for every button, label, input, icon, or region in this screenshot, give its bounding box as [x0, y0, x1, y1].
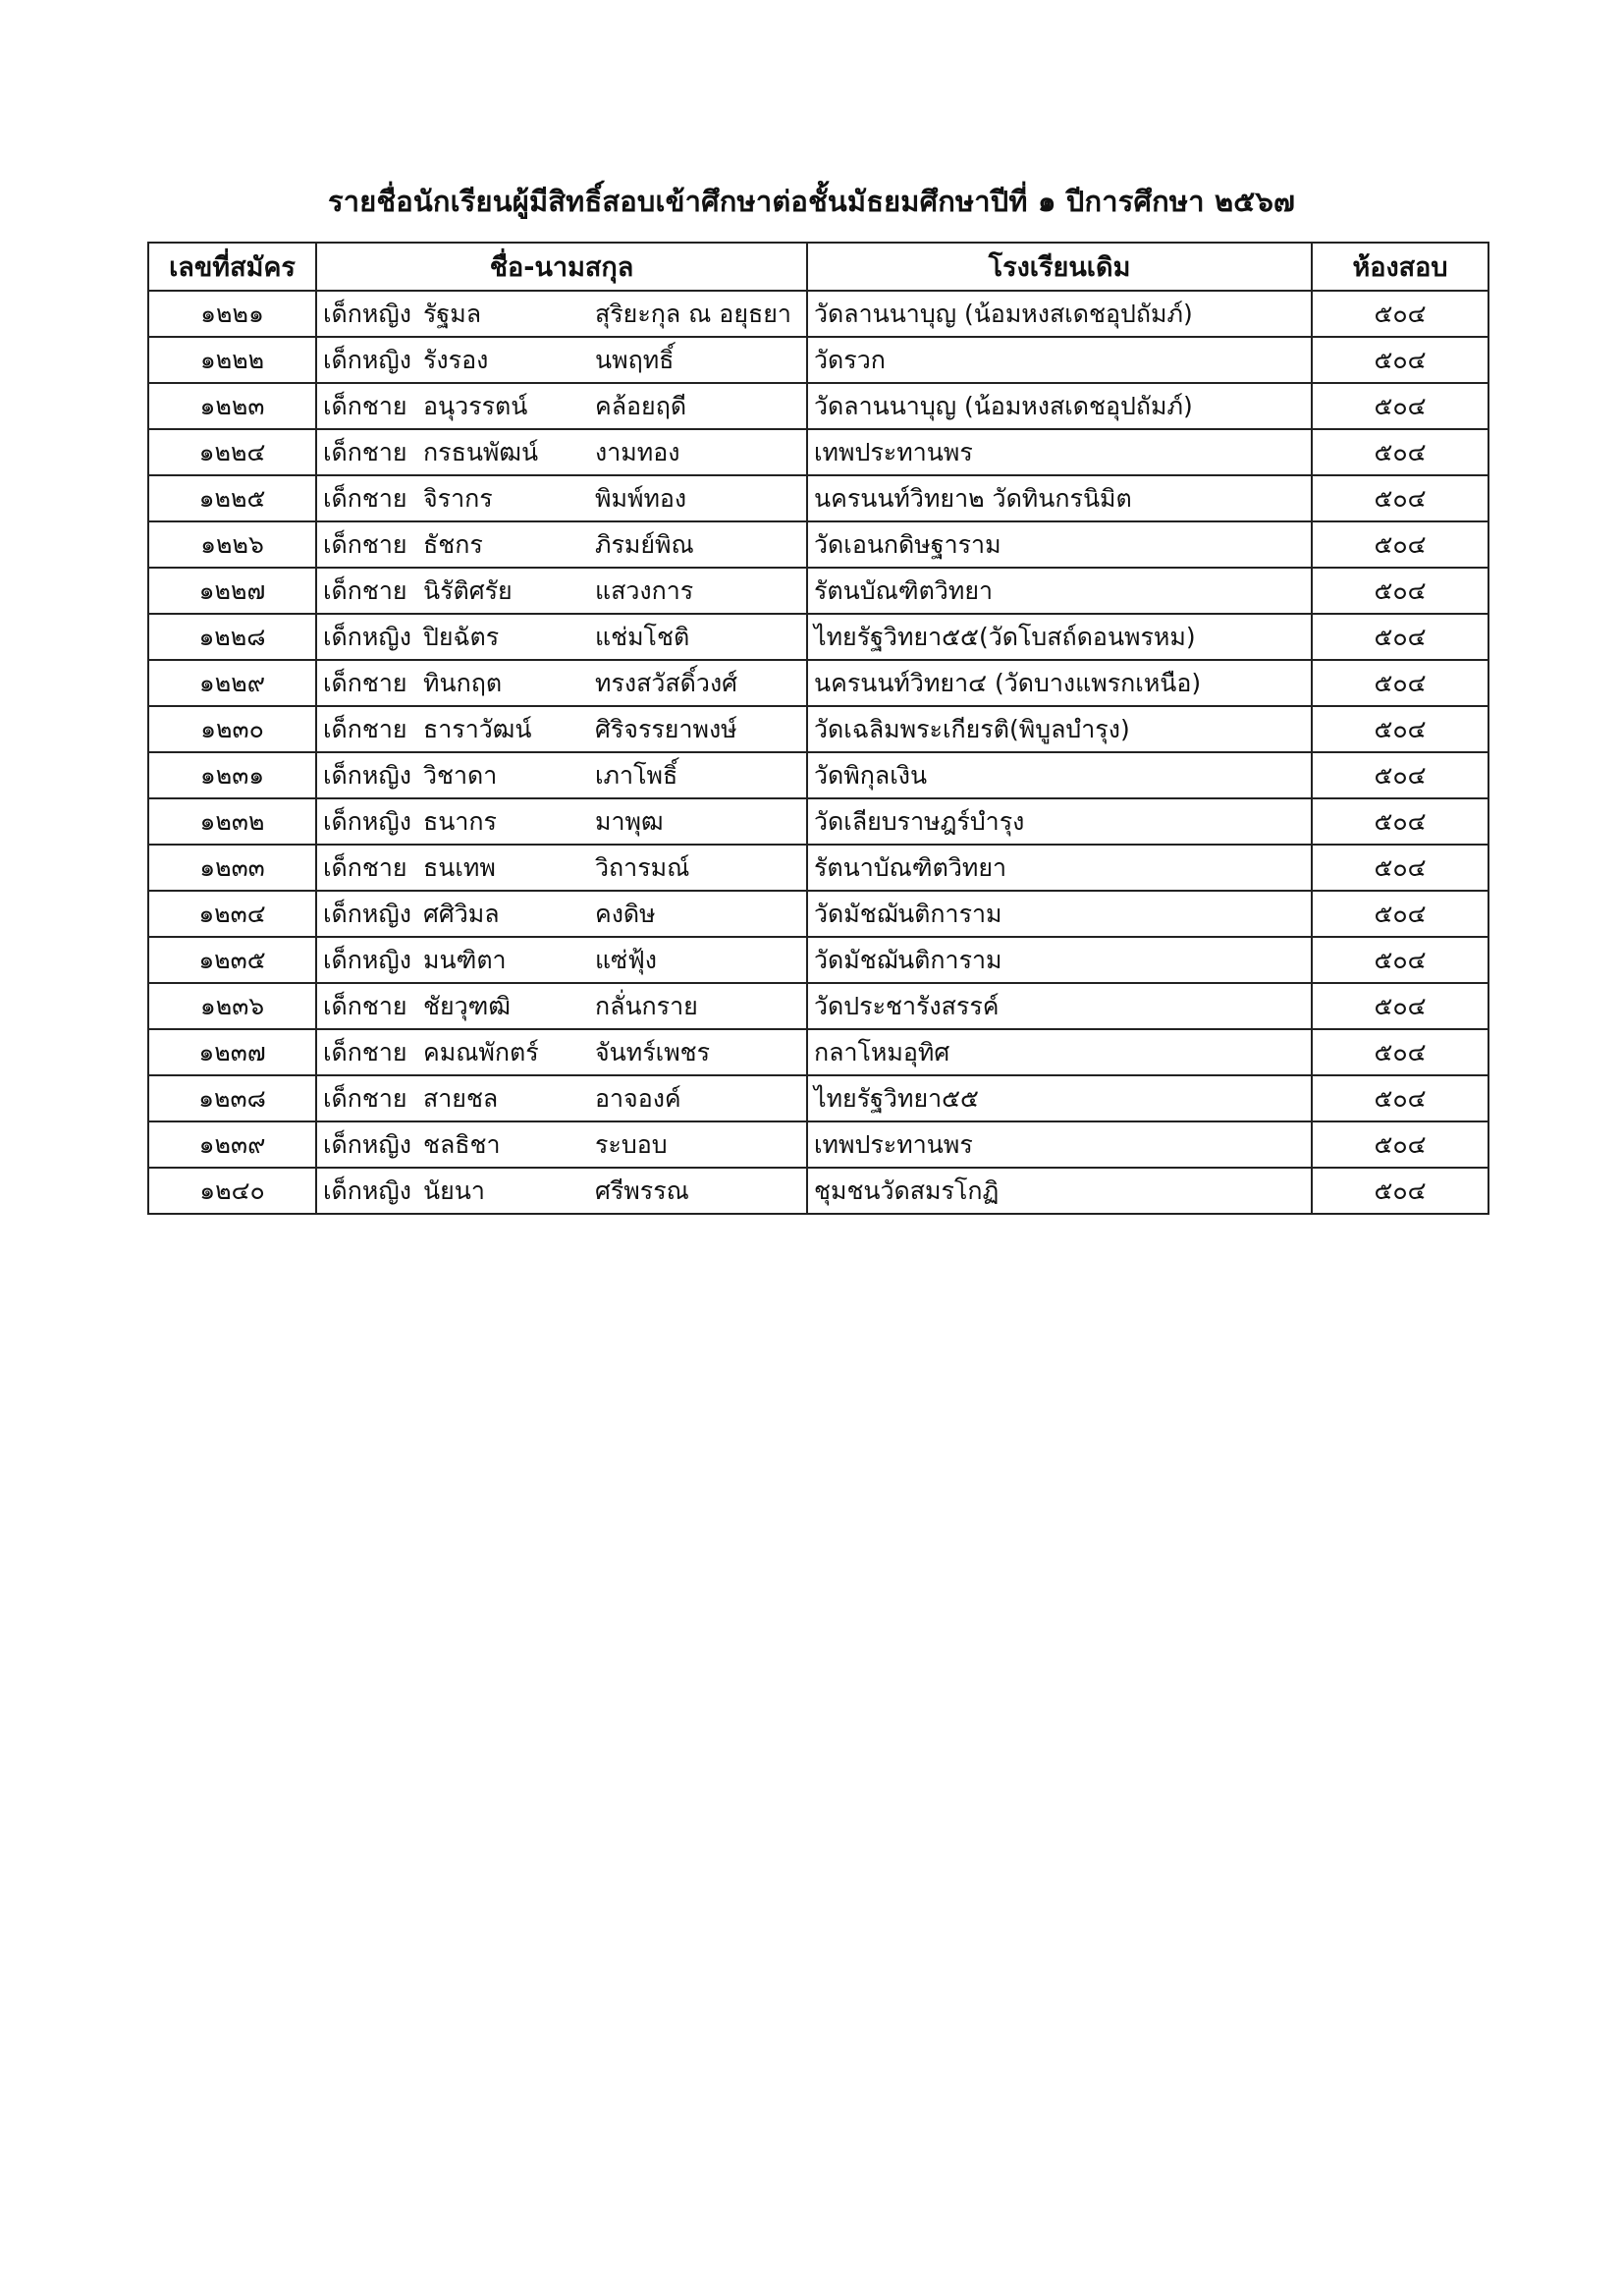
exam-room: ๕๐๔ — [1312, 291, 1488, 337]
first-name: ปิยฉัตร — [423, 622, 500, 651]
student-name — [316, 1029, 807, 1075]
previous-school: วัดลานนาบุญ (น้อมหงสเดชอุปถัมภ์) — [807, 383, 1312, 429]
first-name: นัยนา — [423, 1175, 485, 1205]
name-prefix: เด็กหญิง — [323, 299, 411, 328]
previous-school: เทพประทานพร — [807, 1121, 1312, 1168]
table-row — [148, 291, 1488, 337]
table-row — [148, 429, 1488, 475]
name-prefix: เด็กชาย — [323, 1037, 407, 1066]
name-prefix: เด็กชาย — [323, 391, 407, 420]
name-prefix: เด็กหญิง — [323, 622, 411, 651]
last-name: กลั่นกราย — [595, 991, 698, 1020]
student-name — [316, 429, 807, 475]
application-number: ๑๒๓๗ — [148, 1029, 316, 1075]
previous-school: ไทยรัฐวิทยา๕๕ — [807, 1075, 1312, 1121]
student-roster-table — [147, 242, 1489, 1215]
table-row — [148, 660, 1488, 706]
first-name: อนุวรรตน์ — [423, 391, 528, 420]
last-name: ศรีพรรณ — [595, 1175, 689, 1205]
last-name: อาจองค์ — [595, 1083, 681, 1113]
first-name: ศศิวิมล — [423, 899, 500, 928]
previous-school: วัดเฉลิมพระเกียรติ(พิบูลบำรุง) — [807, 706, 1312, 752]
application-number: ๑๒๓๑ — [148, 752, 316, 798]
last-name: งามทอง — [595, 437, 680, 466]
table-row — [148, 752, 1488, 798]
table-row — [148, 1168, 1488, 1214]
page-title: รายชื่อนักเรียนผู้มีสิทธิ์สอบเข้าศึกษาต่อชั้นมัธยมศึกษาปีที่ ๑ ปีการศึกษา ๒๕๖๗ — [327, 185, 1296, 218]
first-name: จิรากร — [423, 483, 493, 513]
table-row — [148, 1121, 1488, 1168]
last-name: คล้อยฤดี — [595, 391, 687, 420]
last-name: พิมพ์ทอง — [595, 483, 687, 513]
name-prefix: เด็กชาย — [323, 991, 407, 1020]
exam-room: ๕๐๔ — [1312, 1075, 1488, 1121]
previous-school: วัดประชารังสรรค์ — [807, 983, 1312, 1029]
table-row — [148, 1075, 1488, 1121]
previous-school: นครนนท์วิทยา๒ วัดทินกรนิมิต — [807, 475, 1312, 521]
application-number: ๑๒๓๓ — [148, 845, 316, 891]
first-name: ธนากร — [423, 806, 497, 836]
table-row — [148, 475, 1488, 521]
table-row — [148, 706, 1488, 752]
table-header-row — [148, 243, 1488, 291]
previous-school: วัดมัชฌันติการาม — [807, 891, 1312, 937]
last-name: นพฤทธิ์ — [595, 345, 675, 374]
first-name: ชัยวุฑฒิ — [423, 991, 511, 1020]
first-name: ธาราวัฒน์ — [423, 714, 532, 743]
first-name: ธนเทพ — [423, 852, 496, 882]
application-number: ๑๒๓๔ — [148, 891, 316, 937]
exam-room: ๕๐๔ — [1312, 429, 1488, 475]
application-number: ๑๒๔๐ — [148, 1168, 316, 1214]
application-number: ๑๒๒๖ — [148, 521, 316, 568]
application-number: ๑๒๓๖ — [148, 983, 316, 1029]
student-name — [316, 845, 807, 891]
previous-school: วัดเอนกดิษฐาราม — [807, 521, 1312, 568]
exam-room: ๕๐๔ — [1312, 937, 1488, 983]
name-prefix: เด็กชาย — [323, 714, 407, 743]
application-number: ๑๒๒๙ — [148, 660, 316, 706]
student-name — [316, 475, 807, 521]
table-row — [148, 798, 1488, 845]
name-prefix: เด็กชาย — [323, 529, 407, 559]
name-prefix: เด็กชาย — [323, 668, 407, 697]
name-prefix: เด็กชาย — [323, 575, 407, 605]
application-number: ๑๒๒๑ — [148, 291, 316, 337]
student-name — [316, 337, 807, 383]
previous-school: เทพประทานพร — [807, 429, 1312, 475]
name-prefix: เด็กหญิง — [323, 945, 411, 974]
student-name — [316, 983, 807, 1029]
first-name: รังรอง — [423, 345, 489, 374]
previous-school: วัดเลียบราษฎร์บำรุง — [807, 798, 1312, 845]
student-name — [316, 706, 807, 752]
last-name: ภิรมย์พิณ — [595, 529, 694, 559]
exam-room: ๕๐๔ — [1312, 475, 1488, 521]
application-number: ๑๒๒๕ — [148, 475, 316, 521]
header-full-name: ชื่อ-นามสกุล — [316, 243, 807, 291]
student-name — [316, 891, 807, 937]
first-name: ทินกฤต — [423, 668, 503, 697]
last-name: สุริยะกุล ณ อยุธยา — [595, 299, 791, 328]
name-prefix: เด็กหญิง — [323, 345, 411, 374]
previous-school: นครนนท์วิทยา๔ (วัดบางแพรกเหนือ) — [807, 660, 1312, 706]
name-prefix: เด็กชาย — [323, 483, 407, 513]
student-name — [316, 1075, 807, 1121]
name-prefix: เด็กหญิง — [323, 1175, 411, 1205]
application-number: ๑๒๒๘ — [148, 614, 316, 660]
last-name: มาพุฒ — [595, 806, 664, 836]
exam-room: ๕๐๔ — [1312, 568, 1488, 614]
application-number: ๑๒๓๙ — [148, 1121, 316, 1168]
exam-room: ๕๐๔ — [1312, 1029, 1488, 1075]
exam-room: ๕๐๔ — [1312, 383, 1488, 429]
previous-school: วัดลานนาบุญ (น้อมหงสเดชอุปถัมภ์) — [807, 291, 1312, 337]
previous-school: รัตนาบัณฑิตวิทยา — [807, 845, 1312, 891]
student-name — [316, 752, 807, 798]
student-name — [316, 660, 807, 706]
last-name: เภาโพธิ์ — [595, 760, 678, 790]
first-name: นิรัติศรัย — [423, 575, 513, 605]
table-row — [148, 983, 1488, 1029]
previous-school: กลาโหมอุทิศ — [807, 1029, 1312, 1075]
last-name: ทรงสวัสดิ์วงศ์ — [595, 668, 738, 697]
last-name: แช่มโชติ — [595, 622, 690, 651]
first-name: คมณพักตร์ — [423, 1037, 539, 1066]
application-number: ๑๒๓๕ — [148, 937, 316, 983]
previous-school: รัตนบัณฑิตวิทยา — [807, 568, 1312, 614]
student-name — [316, 1121, 807, 1168]
last-name: คงดิษ — [595, 899, 656, 928]
first-name: มนฑิตา — [423, 945, 507, 974]
first-name: สายชล — [423, 1083, 499, 1113]
exam-room: ๕๐๔ — [1312, 845, 1488, 891]
name-prefix: เด็กหญิง — [323, 1129, 411, 1159]
exam-room: ๕๐๔ — [1312, 798, 1488, 845]
name-prefix: เด็กชาย — [323, 852, 407, 882]
first-name: ธัชกร — [423, 529, 483, 559]
exam-room: ๕๐๔ — [1312, 891, 1488, 937]
name-prefix: เด็กหญิง — [323, 806, 411, 836]
exam-room: ๕๐๔ — [1312, 1121, 1488, 1168]
exam-room: ๕๐๔ — [1312, 706, 1488, 752]
last-name: ศิริจรรยาพงษ์ — [595, 714, 737, 743]
last-name: แซ่ฟุ้ง — [595, 945, 657, 974]
header-exam-room: ห้องสอบ — [1312, 243, 1488, 291]
table-row — [148, 521, 1488, 568]
application-number: ๑๒๓๘ — [148, 1075, 316, 1121]
table-row — [148, 891, 1488, 937]
table-body — [148, 291, 1488, 1214]
name-prefix: เด็กชาย — [323, 1083, 407, 1113]
student-name — [316, 383, 807, 429]
student-name — [316, 291, 807, 337]
table-row — [148, 383, 1488, 429]
application-number: ๑๒๒๔ — [148, 429, 316, 475]
name-prefix: เด็กหญิง — [323, 899, 411, 928]
name-prefix: เด็กชาย — [323, 437, 407, 466]
last-name: ระบอบ — [595, 1129, 668, 1159]
student-name — [316, 937, 807, 983]
table-row — [148, 568, 1488, 614]
table-row — [148, 1029, 1488, 1075]
application-number: ๑๒๒๗ — [148, 568, 316, 614]
name-prefix: เด็กหญิง — [323, 760, 411, 790]
application-number: ๑๒๒๓ — [148, 383, 316, 429]
previous-school: วัดพิกุลเงิน — [807, 752, 1312, 798]
application-number: ๑๒๓๒ — [148, 798, 316, 845]
previous-school: วัดมัชฌันติการาม — [807, 937, 1312, 983]
exam-room: ๕๐๔ — [1312, 614, 1488, 660]
first-name: กรธนพัฒน์ — [423, 437, 539, 466]
application-number: ๑๒๒๒ — [148, 337, 316, 383]
student-name — [316, 521, 807, 568]
first-name: ชลธิชา — [423, 1129, 501, 1159]
table-row — [148, 337, 1488, 383]
table-row — [148, 614, 1488, 660]
first-name: รัฐมล — [423, 299, 482, 328]
previous-school: ไทยรัฐวิทยา๕๕(วัดโบสถ์ดอนพรหม) — [807, 614, 1312, 660]
first-name: วิชาดา — [423, 760, 498, 790]
previous-school: วัดรวก — [807, 337, 1312, 383]
table-row — [148, 845, 1488, 891]
student-name — [316, 614, 807, 660]
last-name: วิถารมณ์ — [595, 852, 690, 882]
application-number: ๑๒๓๐ — [148, 706, 316, 752]
student-name — [316, 568, 807, 614]
header-previous-school: โรงเรียนเดิม — [807, 243, 1312, 291]
last-name: แสวงการ — [595, 575, 694, 605]
previous-school: ชุมชนวัดสมรโกฏิ — [807, 1168, 1312, 1214]
header-application-number: เลขที่สมัคร — [148, 243, 316, 291]
exam-room: ๕๐๔ — [1312, 337, 1488, 383]
exam-room: ๕๐๔ — [1312, 983, 1488, 1029]
last-name: จันทร์เพชร — [595, 1037, 711, 1066]
table-row — [148, 937, 1488, 983]
exam-room: ๕๐๔ — [1312, 521, 1488, 568]
exam-room: ๕๐๔ — [1312, 660, 1488, 706]
student-name — [316, 798, 807, 845]
exam-room: ๕๐๔ — [1312, 752, 1488, 798]
student-name — [316, 1168, 807, 1214]
exam-room: ๕๐๔ — [1312, 1168, 1488, 1214]
